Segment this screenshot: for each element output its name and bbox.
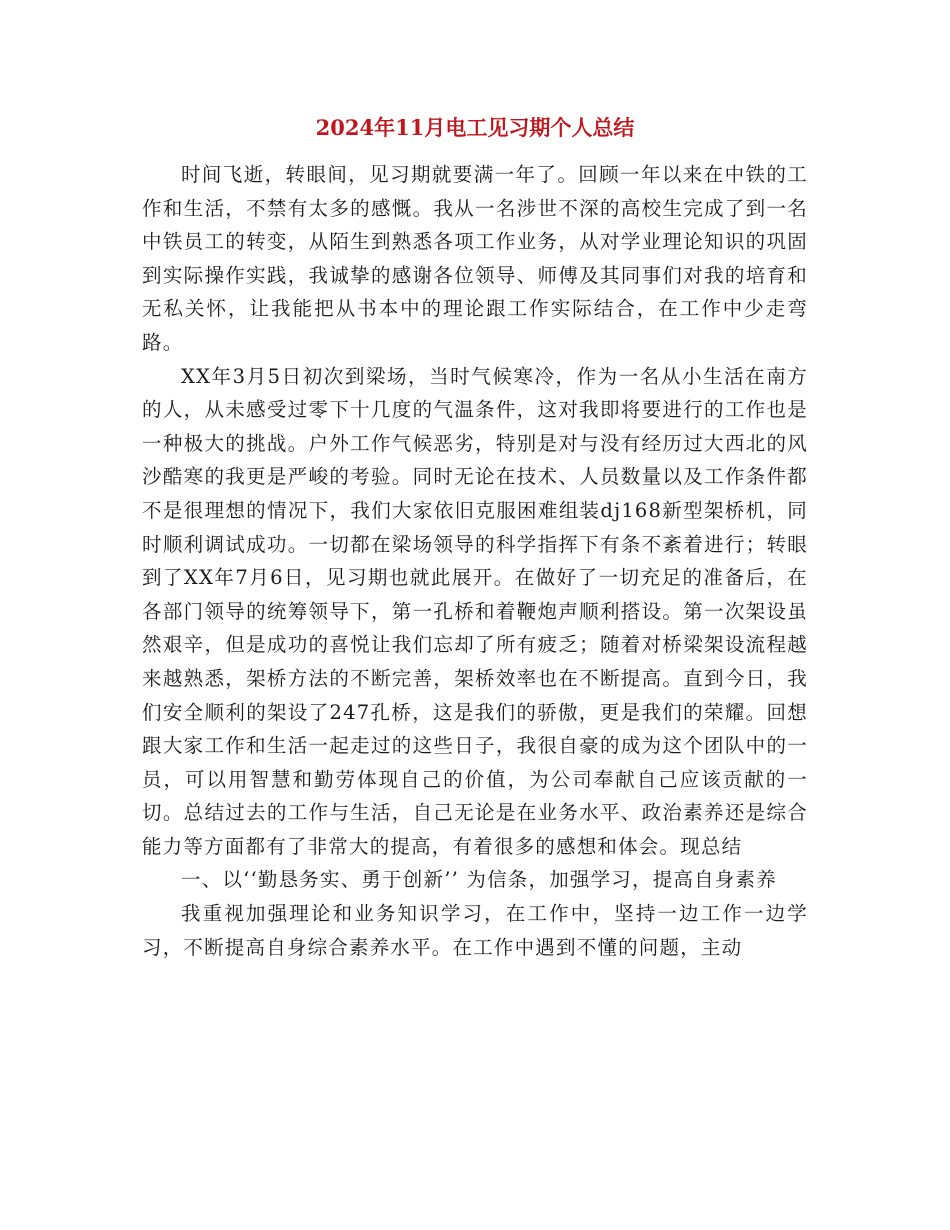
document-body xyxy=(142,158,808,964)
paragraph-intro: 时间飞逝，转眼间，见习期就要满一年了。回顾一年以来在中铁的工作和生活，不禁有太多的感慨。我从一名涉世不深的高校生完成了到一名中铁员工的转变，从陌生到熟悉各项工作业务，从对学业理论知识的巩固到实际操作实践，我诚挚的感谢各位领导、师傅及其同事们对我的培育和无私关怀，让我能把从书本中的理论跟工作实际结合，在工作中少走弯路。 xyxy=(142,163,808,354)
paragraph-study: 我重视加强理论和业务知识学习，在工作中，坚持一边工作一边学习，不断提高自身综合素养水平。在工作中遇到不懂的问题，主动 xyxy=(142,902,808,959)
paragraph-experience: XX年3月5日初次到梁场，当时气候寒冷，作为一名从小生活在南方的人，从未感受过零下十几度的气温条件，这对我即将要进行的工作也是一种极大的挑战。户外工作气候恶劣，特别是对与没有经历过大西北的风沙酷寒的我更是严峻的考验。同时无论在技术、人员数量以及工作条件都不是很理想的情况下，我们大家依旧克服困难组装dj168新型架桥机，同时顺利调试成功。一切都在梁场领导的科学指挥下有条不紊着进行；转眼到了XX年7月6日，见习期也就此展开。在做好了一切充足的准备后，在各部门领导的统筹领导下，第一孔桥和着鞭炮声顺利搭设。第一次架设虽然艰辛，但是成功的喜悦让我们忘却了所有疲乏；随着对桥梁架设流程越来越熟悉，架桥方法的不断完善，架桥效率也在不断提高。直到今日，我们安全顺利的架设了247孔桥，这是我们的骄傲，更是我们的荣耀。回想跟大家工作和生活一起走过的这些日子，我很自豪的成为这个团队中的一员，可以用智慧和勤劳体现自己的价值，为公司奉献自己应该贡献的一切。总结过去的工作与生活，自己无论是在业务水平、政治素养还是综合能力等方面都有了非常大的提高，有着很多的感想和体会。现总结 xyxy=(142,364,808,858)
document-title: 2024年11月电工见习期个人总结 xyxy=(315,115,635,140)
section-heading-1: 一、以‘‘勤恳务实、勇于创新’’ 为信条，加强学习，提高自身素养 xyxy=(181,868,777,892)
